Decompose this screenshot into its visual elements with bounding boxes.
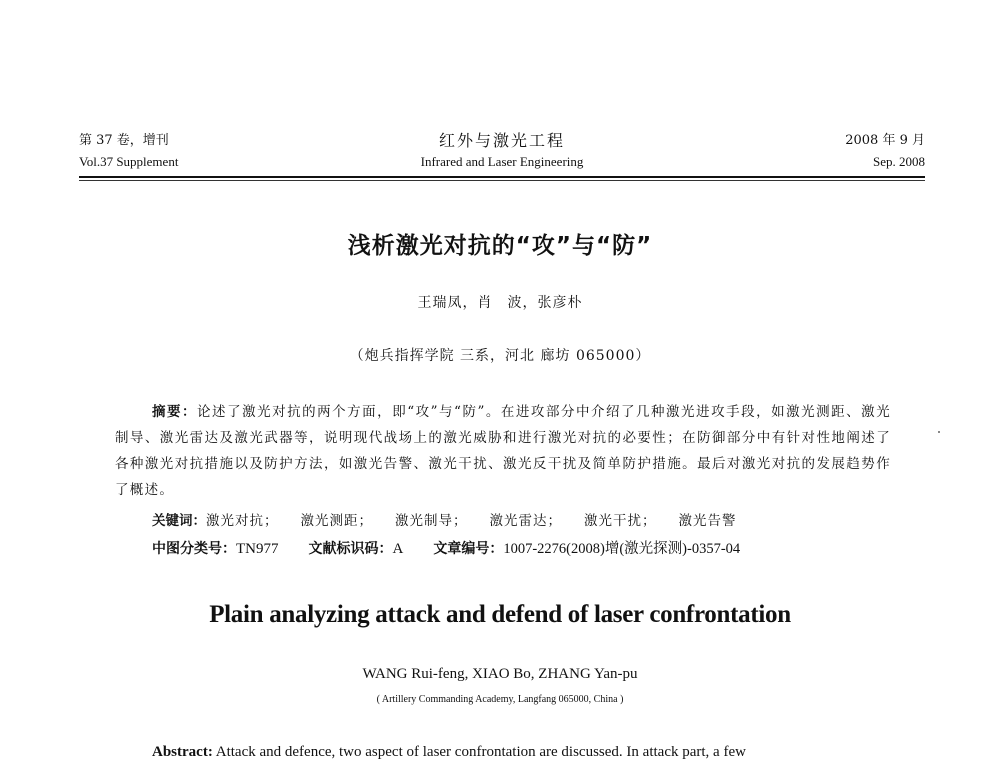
keyword: 激光测距； xyxy=(300,513,373,529)
chinese-authors: 王瑞凤，肖 波，张彦朴 xyxy=(417,295,583,311)
keywords-label: 关键词： xyxy=(152,513,206,529)
document-code xyxy=(309,536,404,563)
english-title: Plain analyzing attack and defend of laser confrontation xyxy=(209,601,791,628)
chinese-abstract-text: 论述了激光对抗的两个方面，即“攻”与“防”。在进攻部分中介绍了几种激光进攻手段，如激光测距、激光制导、激光雷达及激光武器等，说明现代战场上的激光威胁和进行激光对抗的必要性；在防御部分中有针对性地阐述了各种激光对抗措施以及防护方法，如激光告警、激光干扰、激光反干扰及简单防护措施。最后对激光对抗的发展趋势作了概述。 xyxy=(115,404,891,498)
keyword: 激光雷达； xyxy=(489,513,562,529)
date-en: Sep. 2008 xyxy=(873,154,925,169)
english-affiliation: ( Artillery Commanding Academy, Langfang 065000, China ) xyxy=(376,694,624,705)
keyword: 激光制导； xyxy=(395,513,468,529)
header-rule-thin xyxy=(79,180,925,181)
chinese-abstract xyxy=(115,399,891,503)
chinese-affiliation: （炮兵指挥学院 三系，河北 廊坊 065000） xyxy=(349,348,651,364)
classification-line xyxy=(152,536,912,563)
document-code-label: 文献标识码： xyxy=(308,541,393,557)
article-number-label: 文章编号： xyxy=(433,541,504,557)
journal-name-cn: 红外与激光工程 xyxy=(438,131,565,150)
clc-number xyxy=(152,536,279,563)
keyword: 激光对抗； xyxy=(206,513,279,529)
date-cn: 2008 年 9 月 xyxy=(845,133,925,148)
keyword: 激光告警 xyxy=(678,513,737,529)
volume-info-block xyxy=(79,131,178,171)
chinese-keywords xyxy=(152,508,912,534)
article-number xyxy=(433,536,740,563)
document-code-value: A xyxy=(392,541,404,557)
scan-artifact xyxy=(938,431,940,433)
journal-name-block xyxy=(79,131,925,171)
clc-value: TN977 xyxy=(236,541,279,557)
volume-info-en: Vol.37 Supplement xyxy=(79,154,179,169)
english-abstract-label: Abstract: xyxy=(152,744,213,760)
chinese-title: 浅析激光对抗的“攻”与“防” xyxy=(347,233,653,259)
header-rule-thick xyxy=(79,176,925,178)
english-abstract-text: Attack and defence, two aspect of laser confrontation are discussed. In attack part, a few xyxy=(212,744,746,760)
running-header xyxy=(79,131,925,181)
date-block xyxy=(845,131,925,171)
english-authors: WANG Rui-feng, XIAO Bo, ZHANG Yan-pu xyxy=(362,666,638,682)
chinese-abstract-label: 摘要： xyxy=(152,404,198,420)
english-abstract xyxy=(152,742,912,762)
article-number-value: 1007-2276(2008)增(激光探测)-0357-04 xyxy=(503,541,741,557)
volume-info-cn: 第 37 卷，增刊 xyxy=(79,133,169,148)
journal-name-en: Infrared and Laser Engineering xyxy=(420,154,584,169)
keyword: 激光干扰； xyxy=(584,513,657,529)
clc-label: 中图分类号： xyxy=(152,541,236,557)
